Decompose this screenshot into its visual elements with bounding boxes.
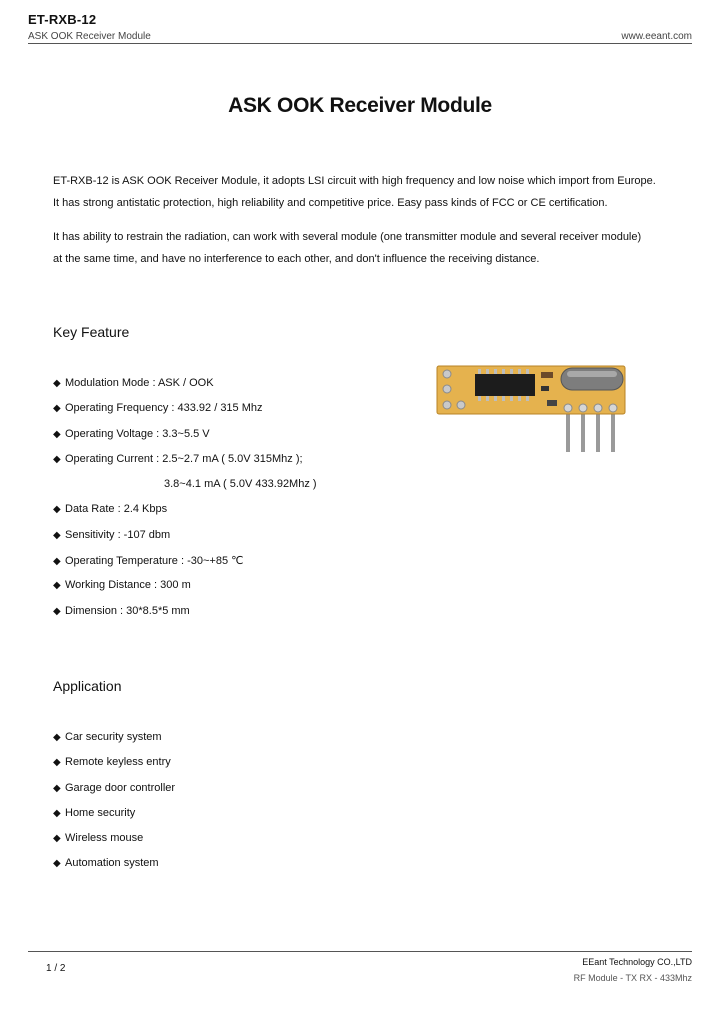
application-item: ◆ Wireless mouse [53, 832, 144, 845]
key-feature-list [53, 377, 317, 630]
diamond-bullet-icon: ◆ [53, 858, 61, 870]
diamond-bullet-icon: ◆ [53, 453, 61, 465]
diamond-bullet-icon: ◆ [53, 782, 61, 794]
intro-p2-line-1: It has ability to restrain the radiation, can work with several module (one transmitter module and several receiver module) [53, 231, 642, 243]
feature-item-continuation: 3.8~4.1 mA ( 5.0V 433.92Mhz ) [164, 478, 317, 491]
diamond-bullet-icon: ◆ [53, 757, 61, 769]
header-divider [28, 43, 692, 44]
intro-paragraph-2 [53, 227, 641, 270]
document-subtitle-header: ASK OOK Receiver Module [28, 31, 151, 42]
application-item: ◆ Automation system [53, 857, 159, 870]
diamond-bullet-icon: ◆ [53, 403, 61, 415]
diamond-bullet-icon: ◆ [53, 428, 61, 440]
company-name: EEant Technology CO.,LTD [582, 957, 692, 967]
page-number: 1 / 2 [46, 963, 66, 974]
footer-divider [28, 951, 692, 952]
diamond-bullet-icon: ◆ [53, 529, 61, 541]
diamond-bullet-icon: ◆ [53, 833, 61, 845]
feature-item: ◆ Operating Voltage : 3.3~5.5 V [53, 427, 210, 440]
diamond-bullet-icon: ◆ [53, 807, 61, 819]
intro-p1-line-1: ET-RXB-12 is ASK OOK Receiver Module, it adopts LSI circuit with high frequency and low noise which import from Europe. [53, 175, 656, 187]
website-url[interactable]: www.eeant.com [621, 31, 692, 42]
feature-item: ◆ Operating Temperature : -30~+85 ℃ [53, 555, 244, 568]
feature-item: ◆ Dimension : 30*8.5*5 mm [53, 604, 190, 617]
feature-item: ◆ Working Distance : 300 m [53, 579, 191, 592]
footer-tagline: RF Module - TX RX - 433Mhz [573, 973, 692, 983]
application-item: ◆ Garage door controller [53, 781, 176, 794]
intro-p2-line-2: at the same time, and have no interference to each other, and don't influence the receiving distance. [53, 252, 540, 265]
feature-item: ◆ Operating Frequency : 433.92 / 315 Mhz [53, 402, 263, 415]
key-feature-heading: Key Feature [53, 324, 130, 340]
feature-item: ◆ Sensitivity : -107 dbm [53, 528, 171, 541]
application-item: ◆ Home security [53, 806, 136, 819]
document-model-header: ET-RXB-12 [28, 12, 97, 27]
application-heading: Application [53, 678, 122, 694]
diamond-bullet-icon: ◆ [53, 605, 61, 617]
diamond-bullet-icon: ◆ [53, 504, 61, 516]
application-list [53, 731, 175, 883]
page-title: ASK OOK Receiver Module [228, 94, 492, 117]
diamond-bullet-icon: ◆ [53, 580, 61, 592]
intro-p1-line-2: It has strong antistatic protection, high reliability and competitive price. Easy pass kinds of FCC or CE certification. [53, 196, 608, 209]
application-item: ◆ Remote keyless entry [53, 756, 171, 769]
diamond-bullet-icon: ◆ [53, 556, 61, 568]
diamond-bullet-icon: ◆ [53, 732, 61, 743]
feature-item: ◆ Operating Current : 2.5~2.7 mA ( 5.0V 315Mhz ); [53, 452, 303, 465]
receiver-module-photo [435, 360, 635, 460]
feature-item: ◆ Data Rate : 2.4 Kbps [53, 503, 168, 516]
diamond-bullet-icon: ◆ [53, 378, 61, 389]
intro-paragraph-1 [53, 171, 656, 214]
application-item: ◆ Car security system [53, 731, 162, 743]
module-ic-chip [475, 374, 535, 396]
feature-item: ◆ Modulation Mode : ASK / OOK [53, 377, 214, 389]
